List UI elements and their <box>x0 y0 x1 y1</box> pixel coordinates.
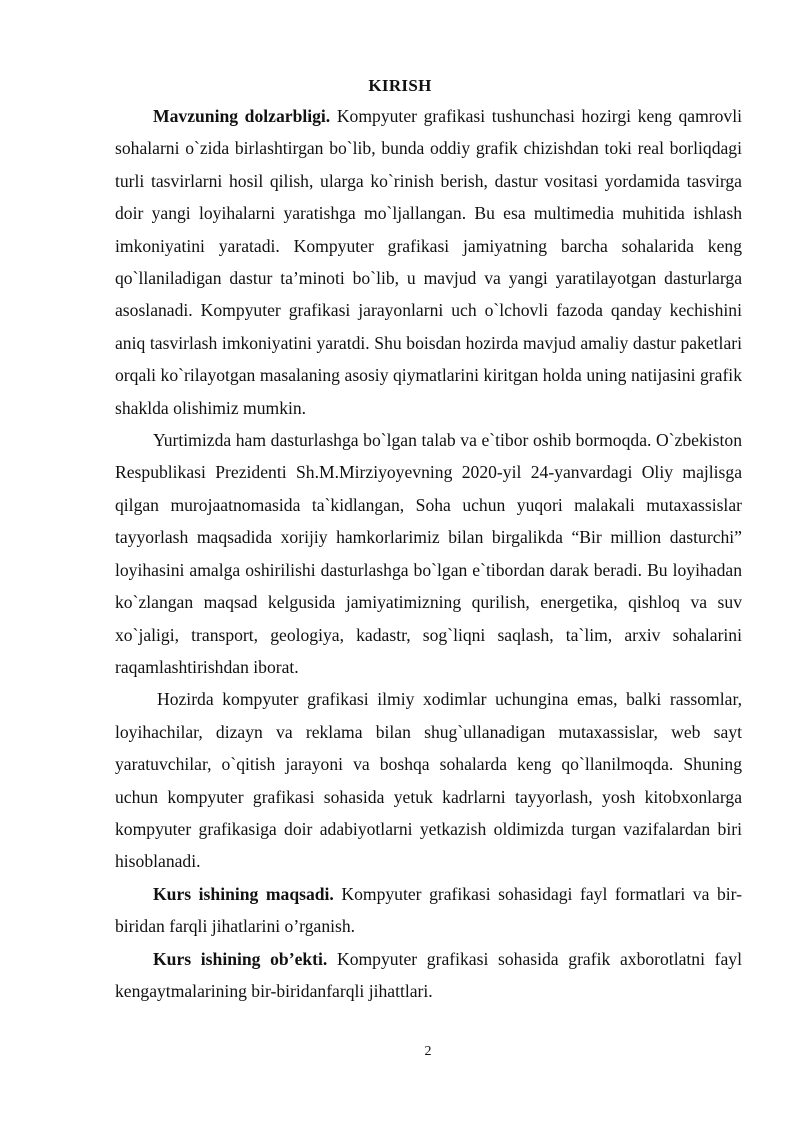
paragraph-programming <box>115 424 742 683</box>
paragraph-text: Hozirda kompyuter grafikasi ilmiy xodimlar uchungina emas, balki rassomlar, loyihachilar, dizayn va reklama bilan shug`ullanadigan mutaxassislar, web sayt yaratuvchilar, o`qitish jarayoni va boshqa sohalarda keng qo`llanilmoqda. Shuning uchun kompyuter grafikasi sohasida yetuk kadrlarni tayyorlash, yosh kitobxonlarga kompyuter grafikasiga doir adabiyotlarni yetkazish oldimizda turgan vazifalardan biri hisoblanadi. <box>115 689 742 872</box>
paragraph-lead: Mavzuning dolzarbligi. <box>153 106 331 126</box>
page-number: 2 <box>424 1044 432 1059</box>
body-text <box>115 100 742 1007</box>
paragraph-text: Yurtimizda ham dasturlashga bo`lgan talab va e`tibor oshib bormoqda. O`zbekiston Respublikasi Prezidenti Sh.M.Mirziyoyevning 2020-yil 24-yanvardagi Oliy majlisga qilgan murojaatnomasida ta`kidlangan, Soha uchun yuqori malakali mutaxassislar tayyorlash maqsadida xorijiy hamkorlarimiz bilan birgalikda “Bir million dasturchi” loyihasini amalga oshirilishi dasturlashga bo`lgan e`tibordan darak beradi. Bu loyihadan ko`zlangan maqsad kelgusida jamiyatimizning qurilish, energetika, qishloq va suv xo`jaligi, transport, geologiya, kadastr, sog`liqni saqlash, ta`lim, arxiv sohalarini raqamlashtirishdan iborat. <box>115 430 742 677</box>
page-title: KIRISH <box>368 76 432 95</box>
paragraph-relevance <box>115 100 742 424</box>
paragraph-text: Kompyuter grafikasi sohasida grafik axborotlatni fayl kengaytmalarining bir-biridanfarqli jihattlari. <box>115 948 742 1001</box>
paragraph-goal <box>115 878 742 943</box>
paragraph-lead: Kurs ishining ob’ekti. <box>153 948 328 969</box>
paragraph-text: Kompyuter grafikasi sohasidagi fayl formatlari va bir-biridan farqli jihatlarini o’rganish. <box>115 883 742 937</box>
paragraph-object <box>115 943 742 1008</box>
paragraph-lead: Kurs ishining maqsadi. <box>153 883 334 904</box>
paragraph-text: Kompyuter grafikasi tushunchasi hozirgi keng qamrovli sohalarni o`zida birlashtirgan bo`lib, bunda oddiy grafik chizishdan toki real borliqdagi turli tasvirlarni hosil qilish, ularga ko`rinish berish, dastur vositasi yordamida tasvirga doir yangi loyihalarni yaratishga mo`ljallangan. Bu esa multimedia muhitida ishlash imkoniyatini yaratadi. Kompyuter grafikasi jamiyatning barcha sohalarida keng qo`llaniladigan dastur ta’minoti bo`lib, u mavjud va yangi yaratilayotgan dasturlarga asoslanadi. Kompyuter grafikasi jarayonlarni uch o`lchovli fazoda qanday kechishini aniq tasvirlash imkoniyatini yaratdi. Shu boisdan hozirda mavjud amaliy dastur paketlari orqali ko`rilayotgan masalaning asosiy qiymatlarini kiritgan holda uning natijasini grafik shaklda olishimiz mumkin. <box>115 106 742 418</box>
paragraph-graphics-usage <box>115 683 742 877</box>
